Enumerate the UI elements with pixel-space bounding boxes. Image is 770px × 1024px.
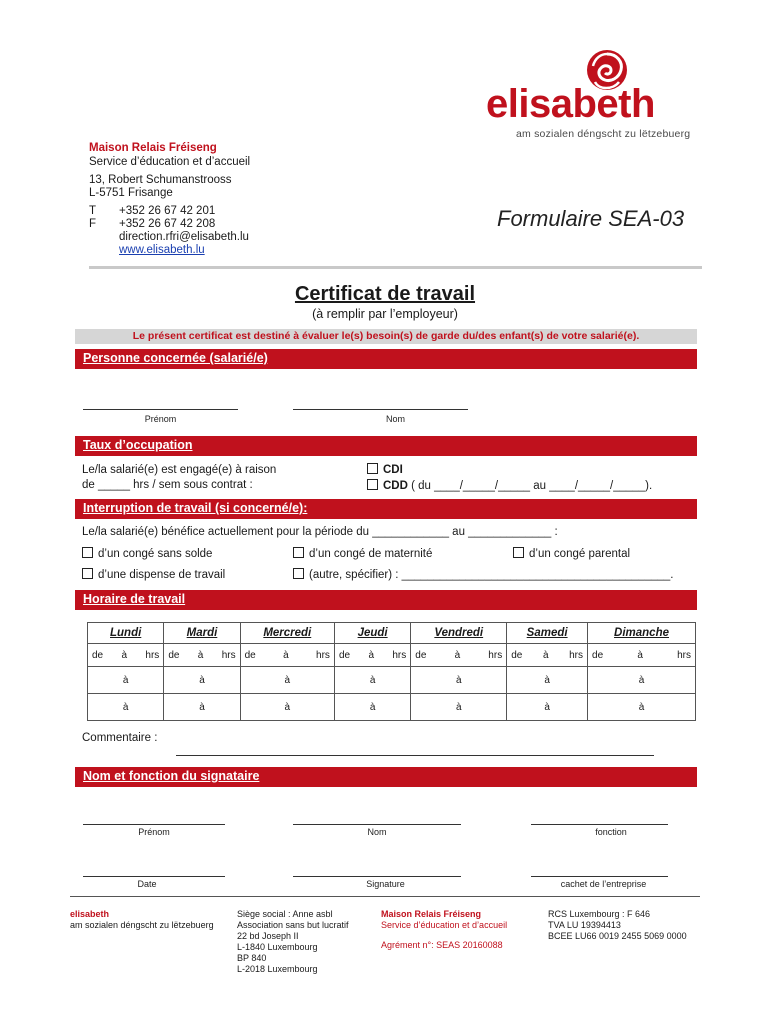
sign-nom-field[interactable] [293,823,461,825]
footer-legal [548,909,687,942]
sender-service: Service d’éducation et d’accueil [89,156,251,168]
header-divider [89,266,702,269]
option-autre[interactable] [293,568,674,581]
time-cell[interactable]: à [411,667,507,694]
sub-cell: de à hrs [164,644,240,667]
footer-brand-tagline: am sozialen déngscht zu lëtzebuerg [70,920,214,930]
notice-banner [75,329,697,344]
comment-label: Commentaire : [82,732,158,744]
cdi-option[interactable] [367,463,403,476]
footer-siege [237,909,349,975]
section-interruption-label: Interruption de travail (si concerné/e): [83,501,308,515]
time-cell[interactable]: à [240,694,334,721]
time-cell[interactable]: à [334,694,410,721]
sign-prenom-label: Prénom [138,827,170,837]
sign-signature-field[interactable] [293,875,461,877]
sign-date-field[interactable] [83,875,225,877]
day-header: Samedi [507,623,588,644]
schedule-table [87,622,696,721]
sender-name: Maison Relais Fréiseng [89,142,217,154]
footer-legal-line: BCEE LU66 0019 2455 5069 0000 [548,931,687,941]
sign-fonction-label: fonction [595,827,627,837]
section-occupation [75,436,697,456]
time-cell[interactable]: à [411,694,507,721]
checkbox-icon[interactable] [293,547,304,558]
option-maternite-label: d’un congé de maternité [309,548,433,560]
option-maternite[interactable] [293,547,432,560]
footer-siege-line: Association sans but lucratif [237,920,349,930]
schedule-days-row [88,623,696,644]
cdd-dates: ( du ____/_____/_____ au ____/_____/_____). [407,480,653,492]
option-sans-solde[interactable] [82,547,212,560]
schedule-row[interactable] [88,667,696,694]
day-header: Dimanche [588,623,696,644]
time-cell[interactable]: à [88,667,164,694]
page-subtitle: (à remplir par l’employeur) [312,307,458,321]
sub-cell: de à hrs [334,644,410,667]
time-cell[interactable]: à [588,667,696,694]
prenom-label: Prénom [144,414,177,424]
footer-legal-line: RCS Luxembourg : F 646 [548,909,651,919]
cdd-label: CDD [383,480,408,492]
prenom-field[interactable] [83,408,238,410]
sender-city: L-5751 Frisange [89,187,173,199]
email-link[interactable]: direction.rfri@elisabeth.lu [119,231,249,243]
sub-cell: de à hrs [507,644,588,667]
section-occupation-label: Taux d’occupation [83,438,193,452]
footer-divider [70,896,700,897]
fax-number: +352 26 67 42 208 [119,218,216,230]
checkbox-icon[interactable] [367,463,378,474]
footer-service: Service d’éducation et d’accueil [381,920,508,930]
fax-label: F [89,218,97,230]
time-cell[interactable]: à [507,694,588,721]
form-id: Formulaire SEA-03 [497,206,685,231]
footer-siege-line: L-1840 Luxembourg [237,942,318,952]
tel-label: T [89,205,97,217]
interruption-period: Le/la salarié(e) bénéfice actuellement pour la période du ____________ au _____________ : [82,526,558,538]
schedule-sub-row [88,644,696,667]
footer-brand: elisabeth [70,909,110,919]
occupation-line1: Le/la salarié(e) est engagé(e) à raison [82,464,277,476]
time-cell[interactable]: à [507,667,588,694]
section-signatory [75,767,697,787]
occupation-line2: de _____ hrs / sem sous contrat : [82,479,253,491]
time-cell[interactable]: à [240,667,334,694]
logo [486,48,701,143]
option-parental-label: d’un congé parental [529,548,631,560]
time-cell[interactable]: à [164,667,240,694]
sign-signature-label: Signature [366,879,405,889]
section-schedule-label: Horaire de travail [83,592,186,606]
nom-label: Nom [385,414,405,424]
time-cell[interactable]: à [334,667,410,694]
checkbox-icon[interactable] [82,568,93,579]
option-dispense-label: d’une dispense de travail [98,569,226,581]
sign-prenom-field[interactable] [83,823,225,825]
checkbox-icon[interactable] [82,547,93,558]
day-header: Mercredi [240,623,334,644]
option-sans-solde-label: d’un congé sans solde [98,548,213,560]
day-header: Jeudi [334,623,410,644]
notice-text: Le présent certificat est destiné à évaluer le(s) besoin(s) de garde du/des enfant(s) de votre salarié(e). [132,330,640,342]
sub-cell: de à hrs [411,644,507,667]
sub-cell: de à hrs [88,644,164,667]
section-person [75,349,697,369]
sign-fonction-field[interactable] [531,823,668,825]
sign-date-label: Date [137,879,157,889]
sub-cell: de à hrs [588,644,696,667]
time-cell[interactable]: à [164,694,240,721]
logo-tagline: am sozialen déngscht zu lëtzebuerg [516,128,691,140]
tel-number: +352 26 67 42 201 [119,205,216,217]
footer-siege-line: BP 840 [237,953,267,963]
option-parental[interactable] [513,547,630,560]
footer-legal-line: TVA LU 19394413 [548,920,621,930]
section-signatory-label: Nom et fonction du signataire [83,769,260,783]
option-dispense[interactable] [82,568,225,581]
checkbox-icon[interactable] [513,547,524,558]
option-autre-label: (autre, spécifier) : __________________________________________. [309,569,674,581]
footer-siege-line: 22 bd Joseph II [237,931,299,941]
sign-cachet-label: cachet de l’entreprise [560,879,647,889]
section-schedule [75,590,697,610]
footer-maison: Maison Relais Fréiseng [381,909,482,919]
footer-siege-line: Siège social : Anne asbl [237,909,333,919]
schedule-row[interactable] [88,694,696,721]
footer-agrement: Agrément n°: SEAS 20160088 [381,940,503,950]
section-interruption [75,499,697,519]
logo-word: elisabeth [486,82,655,126]
day-header: Mardi [164,623,240,644]
checkbox-icon[interactable] [293,568,304,579]
sign-nom-label: Nom [367,827,387,837]
sub-cell: de à hrs [240,644,334,667]
day-header: Vendredi [411,623,507,644]
comment-field[interactable] [176,754,654,756]
checkbox-icon[interactable] [367,479,378,490]
sender-street: 13, Robert Schumanstrooss [89,174,232,186]
sign-cachet-field[interactable] [531,875,668,877]
day-header: Lundi [88,623,164,644]
website-link[interactable]: www.elisabeth.lu [119,244,205,256]
nom-field[interactable] [293,408,468,410]
footer-siege-line: L-2018 Luxembourg [237,964,318,974]
cdi-label: CDI [383,464,403,476]
time-cell[interactable]: à [588,694,696,721]
cdd-option[interactable] [367,479,652,492]
section-person-label: Personne concernée (salarié/e) [83,351,268,365]
page-title: Certificat de travail [294,283,476,305]
time-cell[interactable]: à [88,694,164,721]
